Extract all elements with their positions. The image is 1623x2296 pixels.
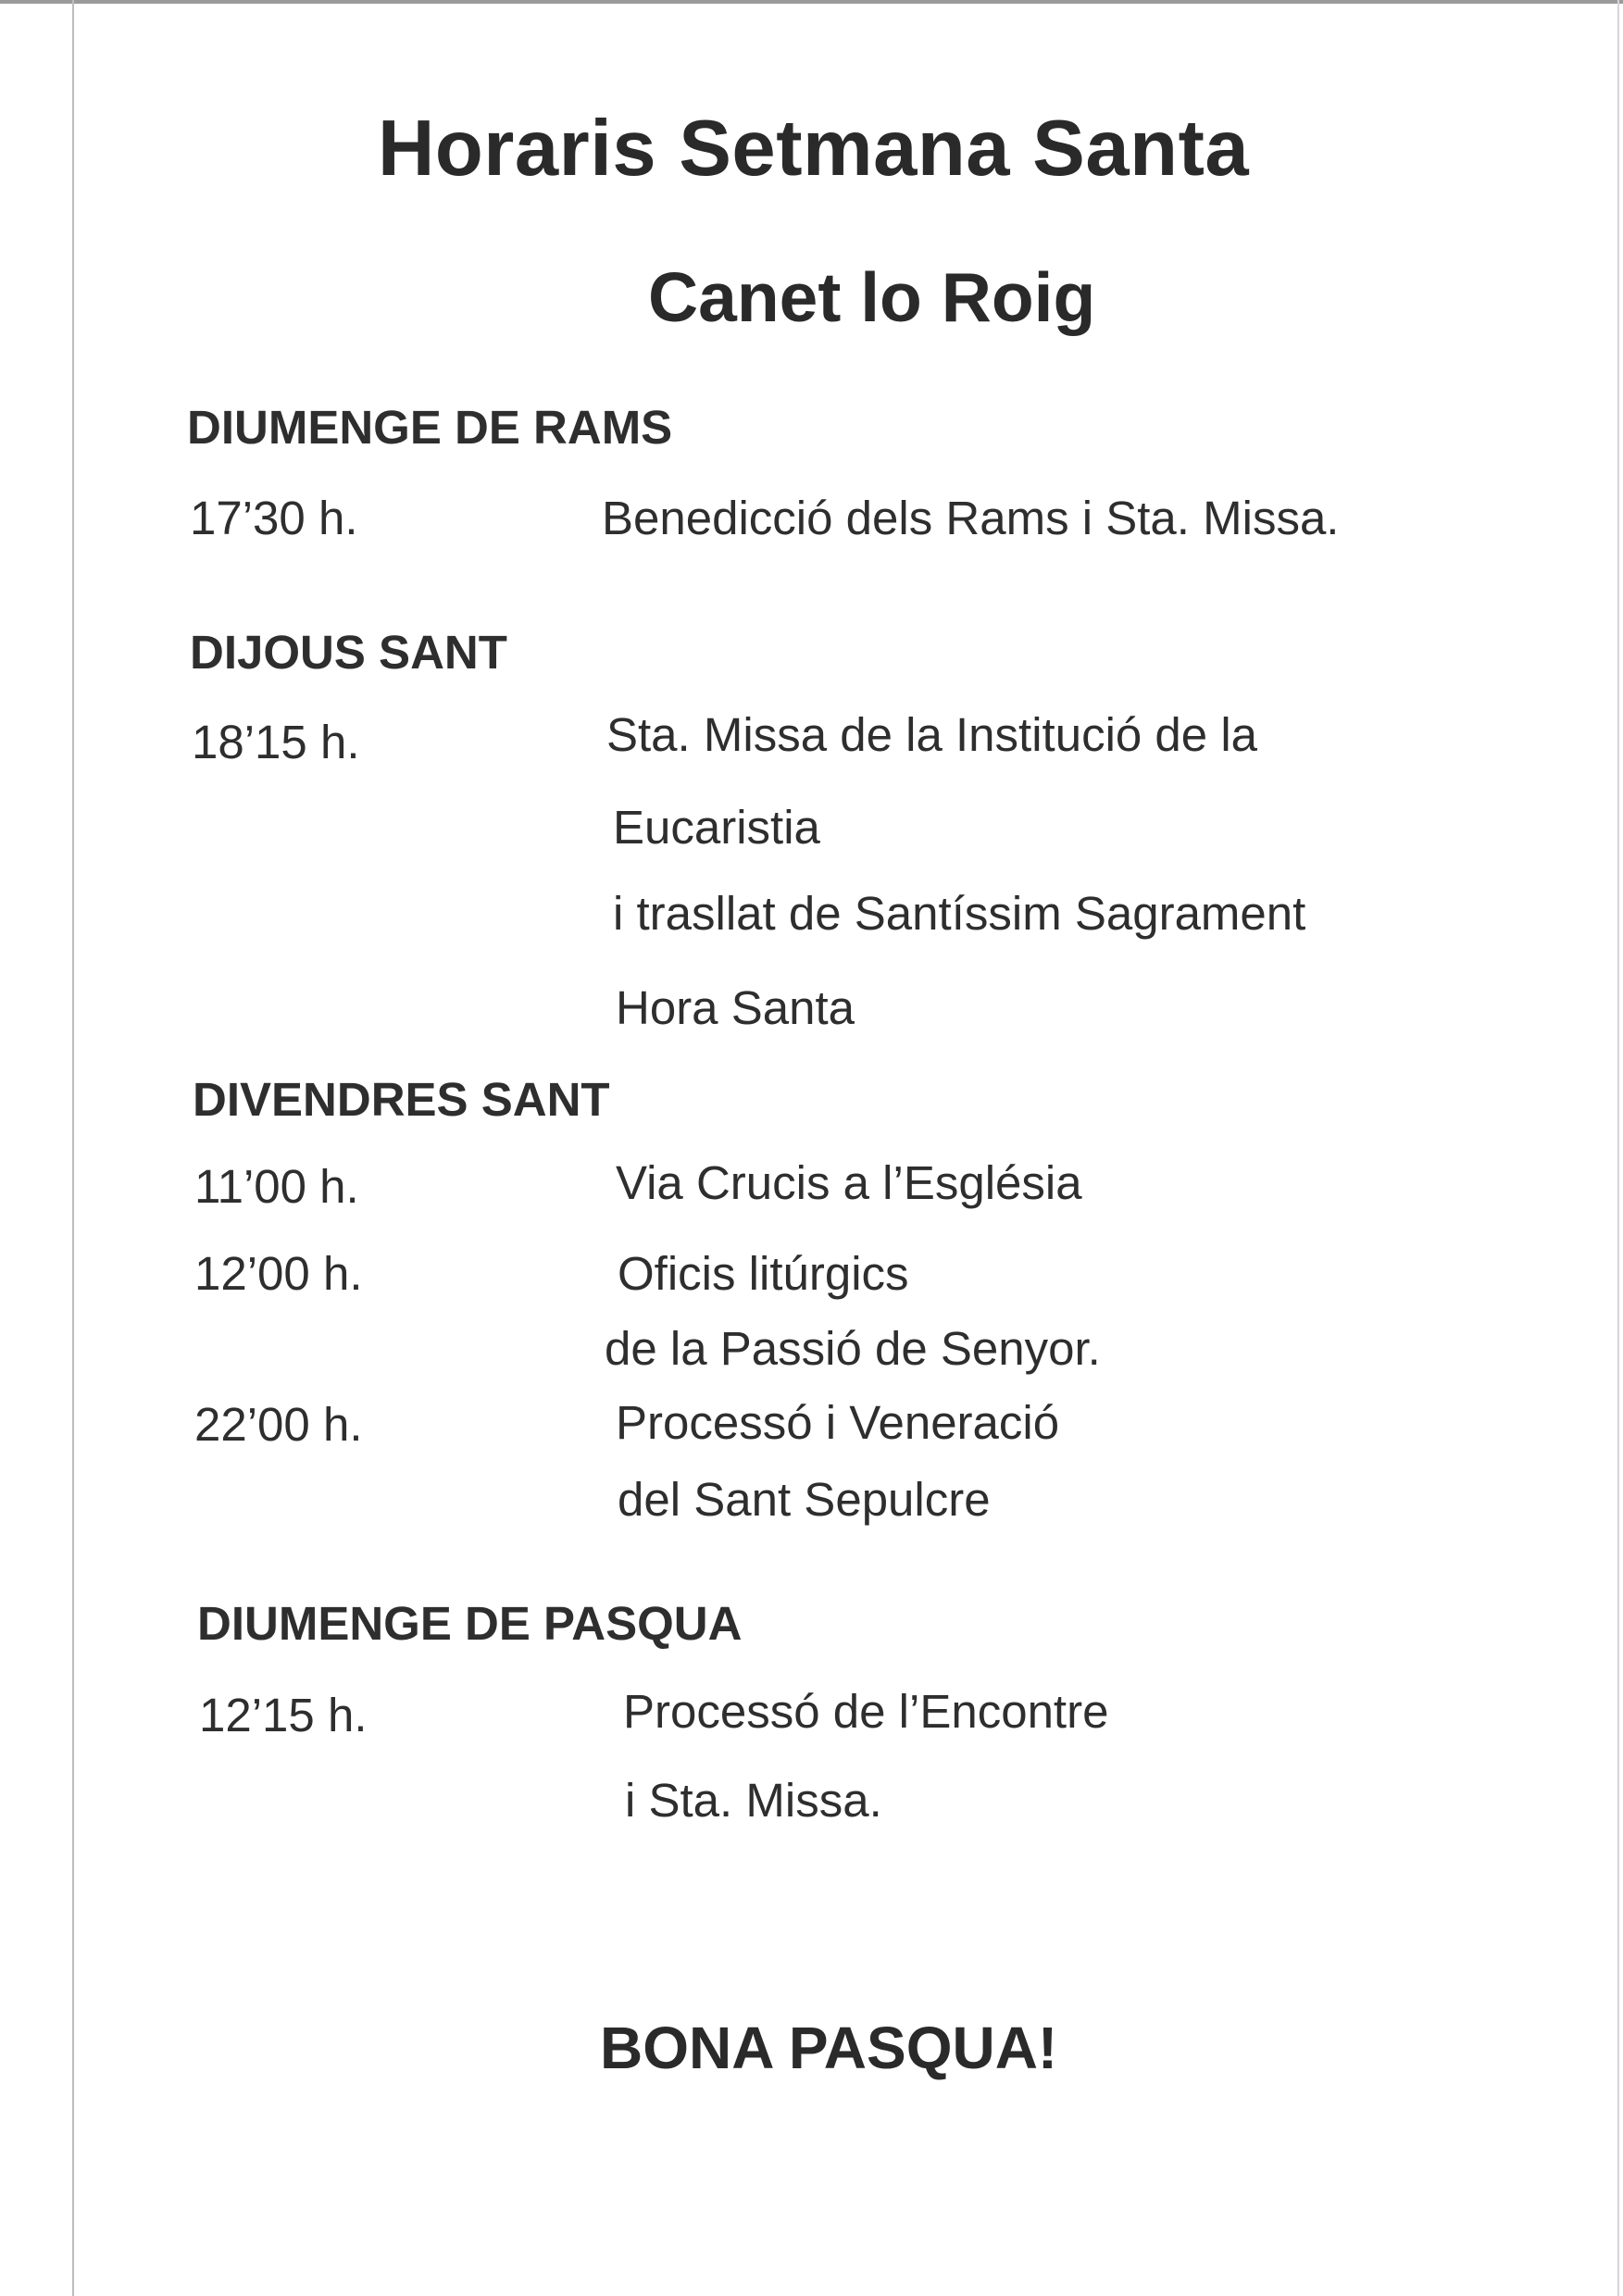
- entry-description: i Sta. Missa.: [625, 1774, 882, 1827]
- entry-description: Benedicció dels Rams i Sta. Missa.: [602, 492, 1340, 544]
- entry-time: 22’00 h.: [194, 1398, 363, 1451]
- entry-description: del Sant Sepulcre: [618, 1473, 991, 1526]
- entry-description: Processó de l’Encontre: [623, 1685, 1109, 1738]
- entry-description: Hora Santa: [616, 981, 855, 1034]
- section-heading: DIUMENGE DE PASQUA: [197, 1597, 743, 1650]
- section-heading: DIJOUS SANT: [190, 626, 507, 679]
- entry-description: Sta. Missa de la Institució de la: [606, 708, 1258, 761]
- scan-edge-top: [0, 0, 1623, 4]
- page-title: Horaris Setmana Santa: [378, 105, 1250, 193]
- entry-description: i trasllat de Santíssim Sagrament: [613, 887, 1306, 940]
- entry-time: 18’15 h.: [192, 716, 360, 768]
- entry-description: Via Crucis a l’Església: [616, 1156, 1082, 1209]
- section-heading: DIUMENGE DE RAMS: [187, 401, 673, 454]
- entry-time: 17’30 h.: [190, 492, 358, 544]
- section-heading: DIVENDRES SANT: [193, 1073, 610, 1126]
- entry-time: 11’00 h.: [194, 1160, 359, 1213]
- entry-description: Oficis litúrgics: [618, 1247, 909, 1300]
- entry-time: 12’15 h.: [199, 1689, 368, 1741]
- scan-edge-left: [72, 0, 74, 2296]
- closing-greeting: BONA PASQUA!: [600, 2015, 1058, 2081]
- entry-time: 12’00 h.: [194, 1247, 363, 1300]
- entry-description: Eucaristia: [613, 801, 820, 854]
- scan-edge-right: [1617, 0, 1619, 2296]
- page-subtitle: Canet lo Roig: [648, 258, 1096, 336]
- entry-description: Processó i Veneració: [616, 1396, 1060, 1449]
- entry-description: de la Passió de Senyor.: [605, 1322, 1101, 1375]
